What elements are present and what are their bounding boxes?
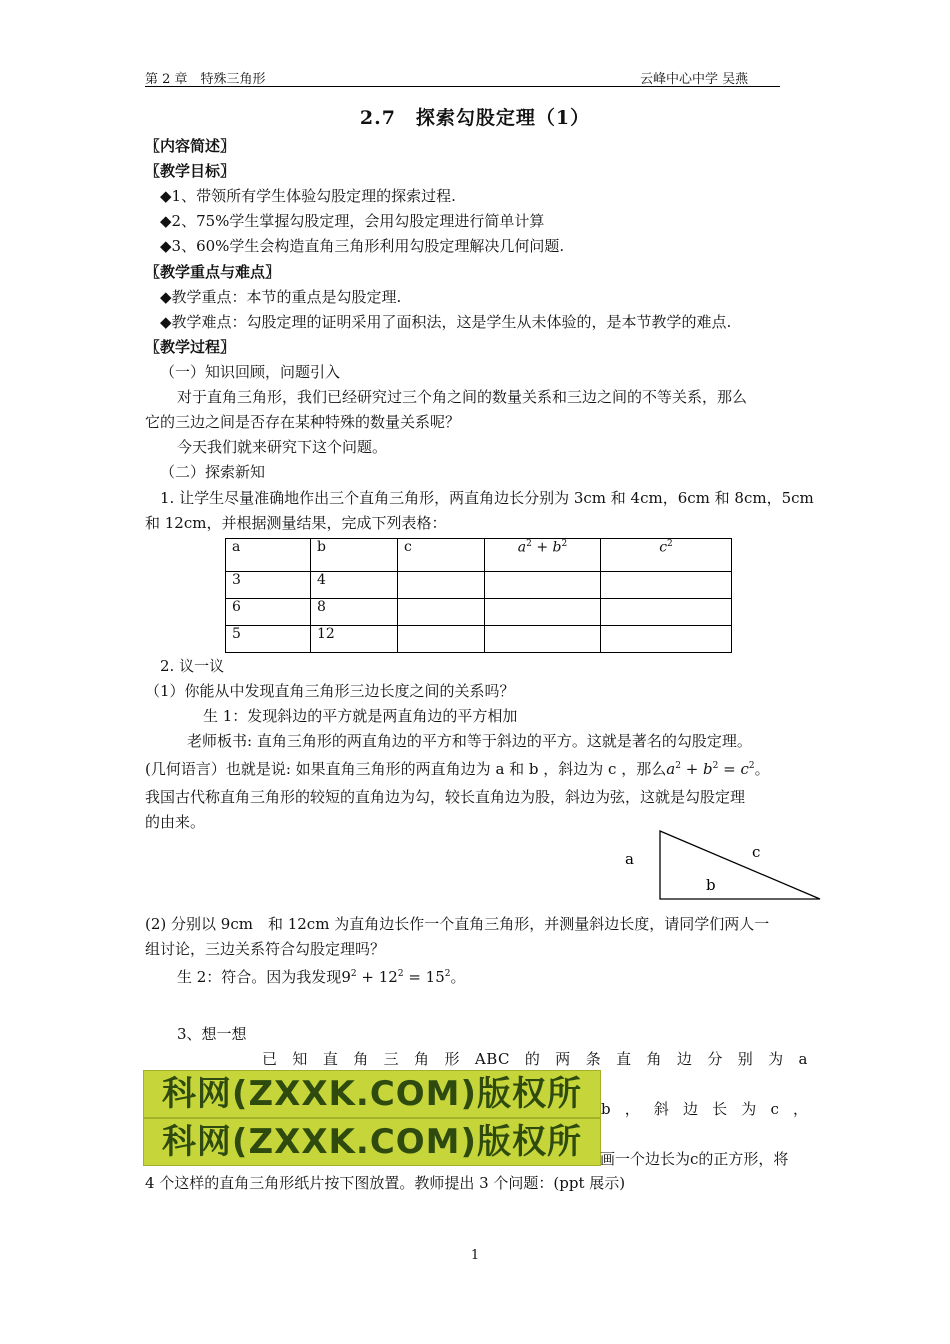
goal-item: ◆3、60%学生会构造直角三角形利用勾股定理解决几何问题. bbox=[160, 237, 565, 255]
page-number: 1 bbox=[470, 1248, 480, 1263]
table-cell: 4 bbox=[311, 572, 398, 599]
section-goals: 〖教学目标〗 bbox=[145, 162, 236, 180]
page-title: 2.7 探索勾股定理（1） bbox=[359, 107, 591, 129]
table-row bbox=[226, 599, 732, 626]
question-1: 和 12cm，并根据测量结果，完成下列表格： bbox=[145, 514, 447, 532]
table-cell bbox=[601, 599, 732, 626]
header-cell: a bbox=[226, 539, 311, 572]
side-label-b: b bbox=[706, 876, 716, 894]
header-cell: $a^2 + b^2$ bbox=[485, 539, 601, 572]
goal-item: ◆1、带领所有学生体验勾股定理的探索过程. bbox=[160, 187, 456, 205]
discuss-heading: 2. 议一议 bbox=[160, 657, 225, 675]
paragraph: 它的三边之间是否存在某种特殊的数量关系呢？ bbox=[145, 413, 461, 431]
teacher-note: 老师板书: 直角三角形的两直角边的平方和等于斜边的平方。这就是著名的勾股定理。 bbox=[187, 732, 752, 750]
table-cell bbox=[601, 626, 732, 653]
discuss-question: (2) 分别以 9cm 和 12cm 为直角边长作一个直角三角形，并测量斜边长度，请同学们两人一 bbox=[145, 915, 770, 933]
header-left: 第 2 章 特殊三角形 bbox=[145, 72, 266, 87]
table-row bbox=[226, 572, 732, 599]
key-point: ◆教学难点：勾股定理的证明采用了面积法，这是学生从未体验的，是本节教学的难点. bbox=[160, 313, 732, 331]
header-rule bbox=[145, 86, 780, 87]
measurement-table bbox=[225, 538, 732, 653]
think-text: 已知直角三角形ABC的两条直角边分别为a bbox=[262, 1050, 808, 1068]
header-cell: c bbox=[398, 539, 485, 572]
table-cell: 12 bbox=[311, 626, 398, 653]
table-cell bbox=[485, 626, 601, 653]
header-cell: $c^2$ bbox=[601, 539, 732, 572]
table-cell bbox=[398, 626, 485, 653]
side-label-a: a bbox=[625, 850, 634, 868]
section-summary: 〖内容简述〗 bbox=[145, 137, 236, 155]
table-cell bbox=[398, 572, 485, 599]
section-key: 〖教学重点与难点〗 bbox=[145, 263, 281, 281]
section-process: 〖教学过程〗 bbox=[145, 338, 236, 356]
paragraph: 对于直角三角形，我们已经研究过三个角之间的数量关系和三边之间的不等关系，那么 bbox=[177, 388, 748, 406]
table-cell bbox=[485, 572, 601, 599]
think-heading: 3、想一想 bbox=[177, 1025, 247, 1043]
paragraph: 今天我们就来研究下这个问题。 bbox=[177, 438, 388, 456]
key-point: ◆教学重点：本节的重点是勾股定理. bbox=[160, 288, 402, 306]
table-cell bbox=[601, 572, 732, 599]
triangle-shape bbox=[660, 831, 820, 899]
student-answer: 生 1：发现斜边的平方就是两直角边的平方相加 bbox=[203, 707, 518, 725]
table-cell: 3 bbox=[226, 572, 311, 599]
table-cell: 6 bbox=[226, 599, 311, 626]
teacher-note: (几何语言）也就是说: 如果直角三角形的两直角边为 a 和 b ，斜边为 c ，那么$a^2 + b^2 = c^2$。 bbox=[145, 760, 770, 778]
table-cell bbox=[485, 599, 601, 626]
teacher-note: 的由来。 bbox=[145, 813, 206, 831]
watermark-banner: 科网(ZXXK.COM)版权所 bbox=[143, 1070, 601, 1118]
think-text: 4 个这样的直角三角形纸片按下图放置。教师提出 3 个问题：(ppt 展示) bbox=[145, 1174, 626, 1192]
think-text: b，斜边长为c， bbox=[601, 1100, 808, 1118]
table-cell: 8 bbox=[311, 599, 398, 626]
part1-heading: （一）知识回顾，问题引入 bbox=[160, 363, 341, 381]
watermark-banner: 科网(ZXXK.COM)版权所 bbox=[143, 1118, 601, 1166]
header-cell: b bbox=[311, 539, 398, 572]
goal-item: ◆2、75%学生掌握勾股定理，会用勾股定理进行简单计算 bbox=[160, 212, 545, 230]
side-label-c: c bbox=[752, 843, 761, 861]
think-text: 画一个边长为c的正方形，将 bbox=[600, 1150, 789, 1168]
discuss-question: 组讨论，三边关系符合勾股定理吗？ bbox=[145, 940, 386, 958]
right-triangle-figure bbox=[620, 825, 830, 905]
table-cell bbox=[398, 599, 485, 626]
header-right: 云峰中心中学 吴燕 bbox=[640, 72, 749, 87]
part2-heading: （二）探索新知 bbox=[160, 463, 266, 481]
discuss-question: （1）你能从中发现直角三角形三边长度之间的关系吗？ bbox=[145, 682, 515, 700]
question-1: 1. 让学生尽量准确地作出三个直角三角形，两直角边长分别为 3cm 和 4cm，6cm 和 8cm，5cm bbox=[160, 489, 814, 507]
table-cell: 5 bbox=[226, 626, 311, 653]
student-answer: 生 2：符合。因为我发现$9^2 + 12^2 = 15^2$。 bbox=[177, 968, 466, 986]
table-header-row bbox=[226, 539, 732, 572]
teacher-note: 我国古代称直角三角形的较短的直角边为勾，较长直角边为股，斜边为弦，这就是勾股定理 bbox=[145, 788, 746, 806]
table-row bbox=[226, 626, 732, 653]
